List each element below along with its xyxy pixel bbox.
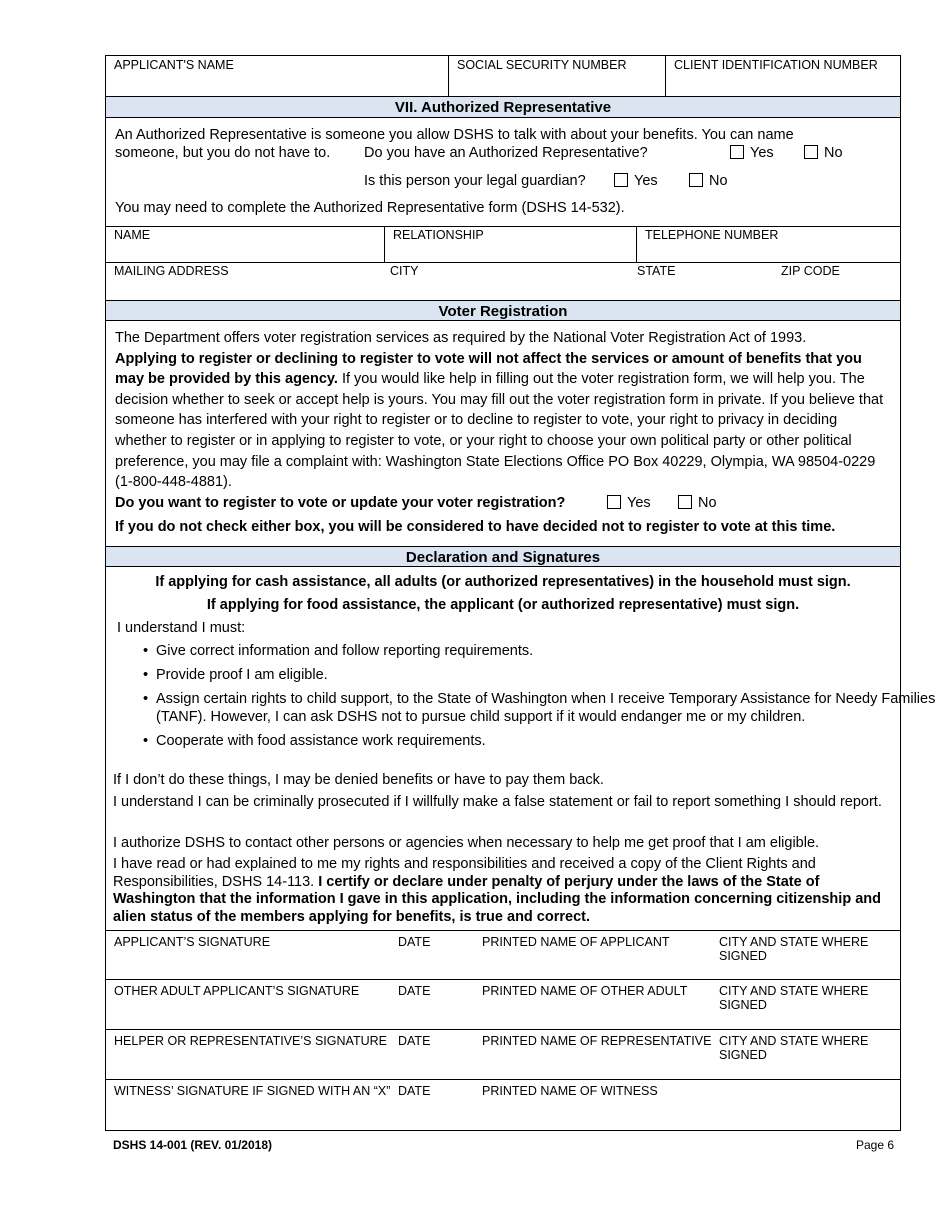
page-number: Page 6 bbox=[856, 1138, 895, 1152]
obligations-list bbox=[106, 642, 946, 756]
obligation-item: • Provide proof I am eligible. bbox=[156, 666, 946, 684]
rep-state-label: STATE bbox=[637, 264, 676, 278]
auth-rep-form-note: You may need to complete the Authorized Representative form (DSHS 14-532). bbox=[115, 200, 625, 216]
signature-printed-name-label: PRINTED NAME OF REPRESENTATIVE bbox=[482, 1034, 712, 1048]
signature-city-label: CITY AND STATE WHERE SIGNED bbox=[719, 1034, 869, 1062]
guardian-no-option[interactable] bbox=[689, 172, 728, 190]
auth-rep-yes-checkbox[interactable] bbox=[730, 145, 744, 159]
auth-rep-no-checkbox[interactable] bbox=[804, 145, 818, 159]
header-row bbox=[106, 56, 900, 97]
signature-date-label: DATE bbox=[398, 1084, 431, 1098]
ssn-field[interactable] bbox=[448, 56, 665, 96]
client-id-field[interactable] bbox=[665, 56, 900, 96]
voter-warning: If you do not check either box, you will be considered to have decided not to register to vote at this time. bbox=[115, 519, 836, 535]
voter-no-option[interactable] bbox=[678, 494, 717, 512]
rep-name-field[interactable] bbox=[106, 227, 384, 262]
section-title-declaration: Declaration and Signatures bbox=[106, 546, 900, 567]
signature-label: HELPER OR REPRESENTATIVE’S SIGNATURE bbox=[114, 1034, 387, 1048]
certify-plain: I have read or had explained to me my rights and responsibilities and received a copy of the Client Rights and Responsibilities, DSHS 14-113. bbox=[113, 856, 816, 890]
obligation-item: • Assign certain rights to child support, to the State of Washington when I receive Temporary Assistance for Needy Families (TANF). However, I can ask DSHS not to pursue child support if it would endanger me or my children. bbox=[156, 690, 946, 726]
prosecuted-line: I understand I can be criminally prosecuted if I willfully make a false statement or fail to report something I should report. bbox=[113, 794, 882, 810]
voter-question: Do you want to register to vote or update your voter registration? bbox=[115, 495, 566, 511]
section-title-authorized-representative: VII. Authorized Representative bbox=[106, 97, 900, 118]
auth-rep-no-option[interactable] bbox=[804, 144, 843, 162]
authorize-line: I authorize DSHS to contact other persons or agencies when necessary to help me get proof that I am eligible. bbox=[113, 835, 820, 851]
auth-rep-intro bbox=[106, 118, 900, 226]
voter-p2-bold: Applying to register or declining to register to vote will not affect the services or amount of benefits that you may be provided by this agency. bbox=[115, 350, 862, 388]
auth-rep-row2 bbox=[106, 263, 900, 300]
signature-date-label: DATE bbox=[398, 1034, 431, 1048]
rep-relationship-field[interactable] bbox=[384, 227, 636, 262]
guardian-yes-checkbox[interactable] bbox=[614, 173, 628, 187]
voter-p2-rest: If you would like help in filling out the voter registration form, we will help you. The decision whether to seek or accept help is yours. You may fill out the voter registration form in private. If you believe that someone has interfered with your right to register or to decline to register to vote, your right to privacy in deciding whether to register or in applying to register to vote, or your right to choose your own political party or other political preference, you may file a complaint with: Washington State Elections Office PO Box 40229, Olympia, WA 98504-0229 (1-800-448-4881). bbox=[115, 371, 884, 491]
applicant-name-label: APPLICANT'S NAME bbox=[114, 58, 234, 72]
rep-telephone-field[interactable] bbox=[636, 227, 900, 262]
signature-label: OTHER ADULT APPLICANT’S SIGNATURE bbox=[114, 984, 360, 998]
guardian-no-checkbox[interactable] bbox=[689, 173, 703, 187]
voter-yes-checkbox[interactable] bbox=[607, 495, 621, 509]
certify-paragraph bbox=[113, 856, 898, 926]
rep-telephone-label: TELEPHONE NUMBER bbox=[645, 228, 779, 242]
food-assistance-line: If applying for food assistance, the applicant (or authorized representative) must sign. bbox=[206, 597, 800, 613]
voter-yes-label: Yes bbox=[627, 495, 651, 511]
voter-no-label: No bbox=[698, 495, 717, 511]
auth-rep-yes-label: Yes bbox=[750, 145, 774, 161]
denied-line: If I don’t do these things, I may be denied benefits or have to pay them back. bbox=[113, 772, 604, 788]
auth-rep-row1 bbox=[106, 226, 900, 263]
rep-zip-label: ZIP CODE bbox=[781, 264, 840, 278]
signature-row[interactable] bbox=[106, 1030, 900, 1080]
guardian-question: Is this person your legal guardian? bbox=[364, 173, 586, 189]
guardian-no-label: No bbox=[709, 173, 728, 189]
applicant-name-field[interactable] bbox=[106, 56, 448, 96]
signature-city-label: CITY AND STATE WHERE SIGNED bbox=[719, 935, 869, 963]
signature-date-label: DATE bbox=[398, 984, 431, 998]
signature-printed-name-label: PRINTED NAME OF OTHER ADULT bbox=[482, 984, 688, 998]
form bbox=[105, 55, 936, 1131]
understand-heading: I understand I must: bbox=[117, 620, 246, 636]
voter-no-checkbox[interactable] bbox=[678, 495, 692, 509]
voter-paragraph bbox=[106, 328, 901, 493]
signature-label: APPLICANT’S SIGNATURE bbox=[114, 935, 271, 949]
guardian-yes-label: Yes bbox=[634, 173, 658, 189]
ssn-label: SOCIAL SECURITY NUMBER bbox=[457, 58, 627, 72]
form-number: DSHS 14-001 (REV. 01/2018) bbox=[113, 1138, 272, 1152]
auth-rep-no-label: No bbox=[824, 145, 843, 161]
auth-rep-question: Do you have an Authorized Representative? bbox=[364, 145, 648, 161]
client-id-label: CLIENT IDENTIFICATION NUMBER bbox=[674, 58, 878, 72]
declaration-body bbox=[106, 567, 936, 930]
signature-printed-name-label: PRINTED NAME OF APPLICANT bbox=[482, 935, 670, 949]
obligation-item: • Give correct information and follow reporting requirements. bbox=[156, 642, 946, 660]
rep-mailing-address-label: MAILING ADDRESS bbox=[114, 264, 229, 278]
voter-p1: The Department offers voter registration services as required by the National Voter Registration Act of 1993. bbox=[115, 330, 807, 346]
auth-rep-intro-line2: someone, but you do not have to. bbox=[115, 145, 331, 161]
signature-row[interactable] bbox=[106, 1080, 900, 1131]
guardian-yes-option[interactable] bbox=[614, 172, 658, 190]
section-title-voter-registration: Voter Registration bbox=[106, 300, 900, 321]
signature-label: WITNESS’ SIGNATURE IF SIGNED WITH AN “X” bbox=[114, 1084, 391, 1098]
signature-city-label: CITY AND STATE WHERE SIGNED bbox=[719, 984, 869, 1012]
signature-row[interactable] bbox=[106, 930, 900, 980]
rep-relationship-label: RELATIONSHIP bbox=[393, 228, 484, 242]
voter-registration-body bbox=[106, 321, 900, 546]
signature-date-label: DATE bbox=[398, 935, 431, 949]
voter-yes-option[interactable] bbox=[607, 494, 651, 512]
rep-city-label: CITY bbox=[390, 264, 419, 278]
rep-name-label: NAME bbox=[114, 228, 151, 242]
auth-rep-yes-option[interactable] bbox=[730, 144, 774, 162]
cash-assistance-line: If applying for cash assistance, all adults (or authorized representatives) in the household must sign. bbox=[155, 574, 851, 590]
signature-printed-name-label: PRINTED NAME OF WITNESS bbox=[482, 1084, 658, 1098]
auth-rep-intro-line1: An Authorized Representative is someone you allow DSHS to talk with about your benefits. You can name bbox=[115, 127, 794, 143]
obligation-item: • Cooperate with food assistance work requirements. bbox=[156, 732, 946, 750]
certify-bold: I certify or declare under penalty of perjury under the laws of the State of Washington that the information I gave in this application, including the information concerning citizenship and alien status of the members applying for benefits, is true and correct. bbox=[113, 873, 881, 925]
signature-row[interactable] bbox=[106, 980, 900, 1030]
